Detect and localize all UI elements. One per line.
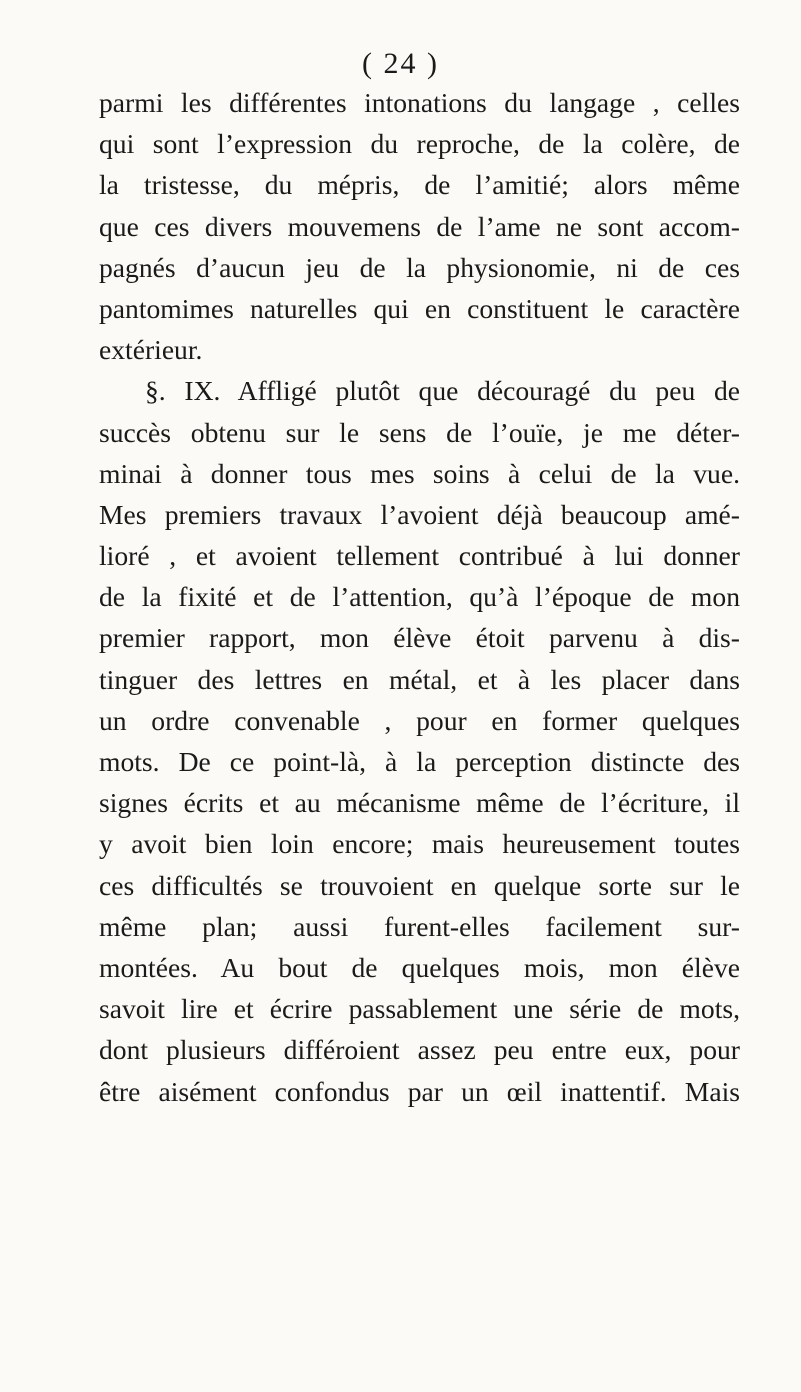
- text-line: y avoit bien loin encore; mais heureusement toutes: [99, 828, 740, 860]
- text-line: un ordre convenable , pour en former quelques: [99, 704, 740, 736]
- text-line: que ces divers mouvemens de l’ame ne sont accom-: [99, 210, 740, 242]
- body-text: [99, 82, 740, 1112]
- text-line: pantomimes naturelles qui en constituent le caractère: [99, 292, 740, 324]
- text-line: être aisément confondus par un œil inattentif. Mais: [99, 1075, 740, 1107]
- text-line: tinguer des lettres en métal, et à les placer dans: [99, 663, 740, 695]
- text-line: montées. Au bout de quelques mois, mon élève: [99, 951, 740, 983]
- text-line: ces difficultés se trouvoient en quelque sorte sur le: [99, 869, 740, 901]
- text-line: minai à donner tous mes soins à celui de la vue.: [99, 457, 740, 489]
- text-line: de la fixité et de l’attention, qu’à l’époque de mon: [99, 581, 740, 613]
- text-line: pagnés d’aucun jeu de la physionomie, ni de ces: [99, 251, 740, 283]
- text-line: dont plusieurs différoient assez peu entre eux, pour: [99, 1034, 740, 1066]
- text-line: extérieur.: [99, 334, 203, 366]
- text-line: qui sont l’expression du reproche, de la colère, de: [99, 128, 740, 160]
- text-line: succès obtenu sur le sens de l’ouïe, je me déter-: [99, 416, 740, 448]
- section-heading-line: §. IX. Affligé plutôt que découragé du peu de: [145, 375, 740, 407]
- text-line: Mes premiers travaux l’avoient déjà beaucoup amé-: [99, 498, 740, 530]
- text-line: premier rapport, mon élève étoit parvenu à dis-: [99, 622, 740, 654]
- text-line: parmi les différentes intonations du langage , celles: [99, 87, 740, 118]
- text-line: même plan; aussi furent-elles facilement sur-: [99, 910, 740, 942]
- text-line: savoit lire et écrire passablement une série de mots,: [99, 993, 740, 1025]
- text-line: signes écrits et au mécanisme même de l’écriture, il: [99, 787, 740, 819]
- text-line: lioré , et avoient tellement contribué à lui donner: [99, 540, 740, 572]
- page-number: ( 24 ): [362, 47, 439, 80]
- text-line: mots. De ce point-là, à la perception distincte des: [99, 746, 740, 777]
- text-line: la tristesse, du mépris, de l’amitié; alors même: [99, 169, 740, 201]
